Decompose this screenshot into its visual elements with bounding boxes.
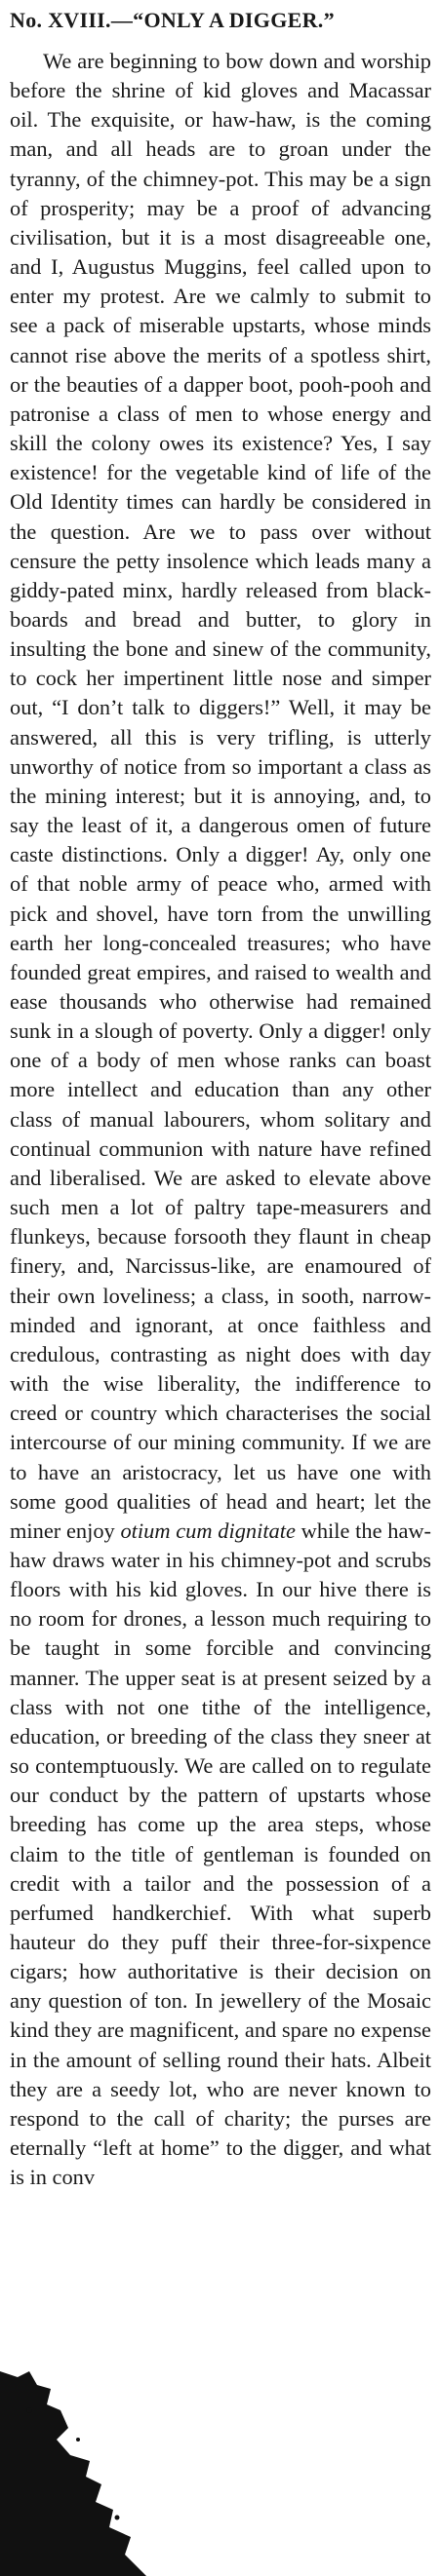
article-text-italic: otium cum dignitate bbox=[120, 1518, 296, 1543]
article-body bbox=[10, 47, 431, 2192]
article-heading: No. XVIII.—“ONLY A DIGGER.” bbox=[10, 8, 335, 32]
article-text-segment: We are beginning to bow down and worship before the shrine of kid gloves and Macassar oil. The exquisite, or haw-haw, is the coming man, and all heads are to groan under the tyranny, of the chimney-pot. This may be a sign of prosperity; may be a proof of advancing civilisation, but it is a most disagreeable one, and I, Augustus Muggins, feel called upon to enter my protest. Are we calmly to submit to see a pack of miserable upstarts, whose minds cannot rise above the merits of a spotless shirt, or the beauties of a dapper boot, pooh-pooh and patronise a class of men to whose energy and skill the colony owes its existence? Yes, I say existence! for the vegetable kind of life of the Old Identity times can hardly be considered in the question. Are we to pass over without censure the petty insolence which leads many a giddy-pated minx, hardly released from black-boards and bread and butter, to glory in insulting the bone and sinew of the community, to cock her impertinent little nose and simper out, “I don’t talk to diggers!” Well, it may be answered, all this is very trifling, is utterly unworthy of notice from so important a class as the mining interest; but it is annoying, and, to say the least of it, a dangerous omen of future caste distinctions. Only a digger! Ay, only one of that noble army of peace who, armed with pick and shovel, have torn from the unwilling earth her long-concealed treasures; who have founded great empires, and raised to wealth and ease thousands who otherwise had remained sunk in a slough of poverty. Only a digger! only one of a body of men whose ranks can boast more intellect and education than any other class of manual labourers, whom solitary and continual communion with nature have refined and liberalised. We are asked to elevate above such men a lot of paltry tape-measurers and flunkeys, because forsooth they flaunt in cheap finery, and, Narcissus-like, are enamoured of their own loveliness; a class, in sooth, narrow-minded and ignorant, at once faithless and credulous, contrasting as night does with day with the wise liberality, the indifference to creed or country which characterises the social intercourse of our mining community. If we are to have an aristocracy, let us have one with some good qualities of head and heart; let the miner enjoy bbox=[10, 49, 431, 1543]
torn-paper-damage bbox=[0, 2371, 146, 2576]
article-text-segment: while the haw-haw draws water in his chimney-pot and scrubs floors with his kid gloves. In our hive there is no room for drones, a lesson much requiring to be taught in some forcible and convincing manner. The upper seat is at present seized by a class with not one tithe of the intelligence, education, or breeding of the class they sneer at so contemptuously. We are called on to regulate our conduct by the pattern of upstarts whose breeding has come up the area steps, whose claim to the title of gentleman is founded on credit with a tailor and the possession of a perfumed handkerchief. With what superb hauteur do they puff their three-for-sixpence cigars; how authoritative is their decision on any question of ton. In jewellery of the Mosaic kind they are magnificent, and spare no expense in the amount of selling round their hats. Albeit they are a seedy lot, who are never known to respond to the call of charity; the purses are eternally “left at home” to the digger, and what is in conv bbox=[10, 1518, 432, 2190]
